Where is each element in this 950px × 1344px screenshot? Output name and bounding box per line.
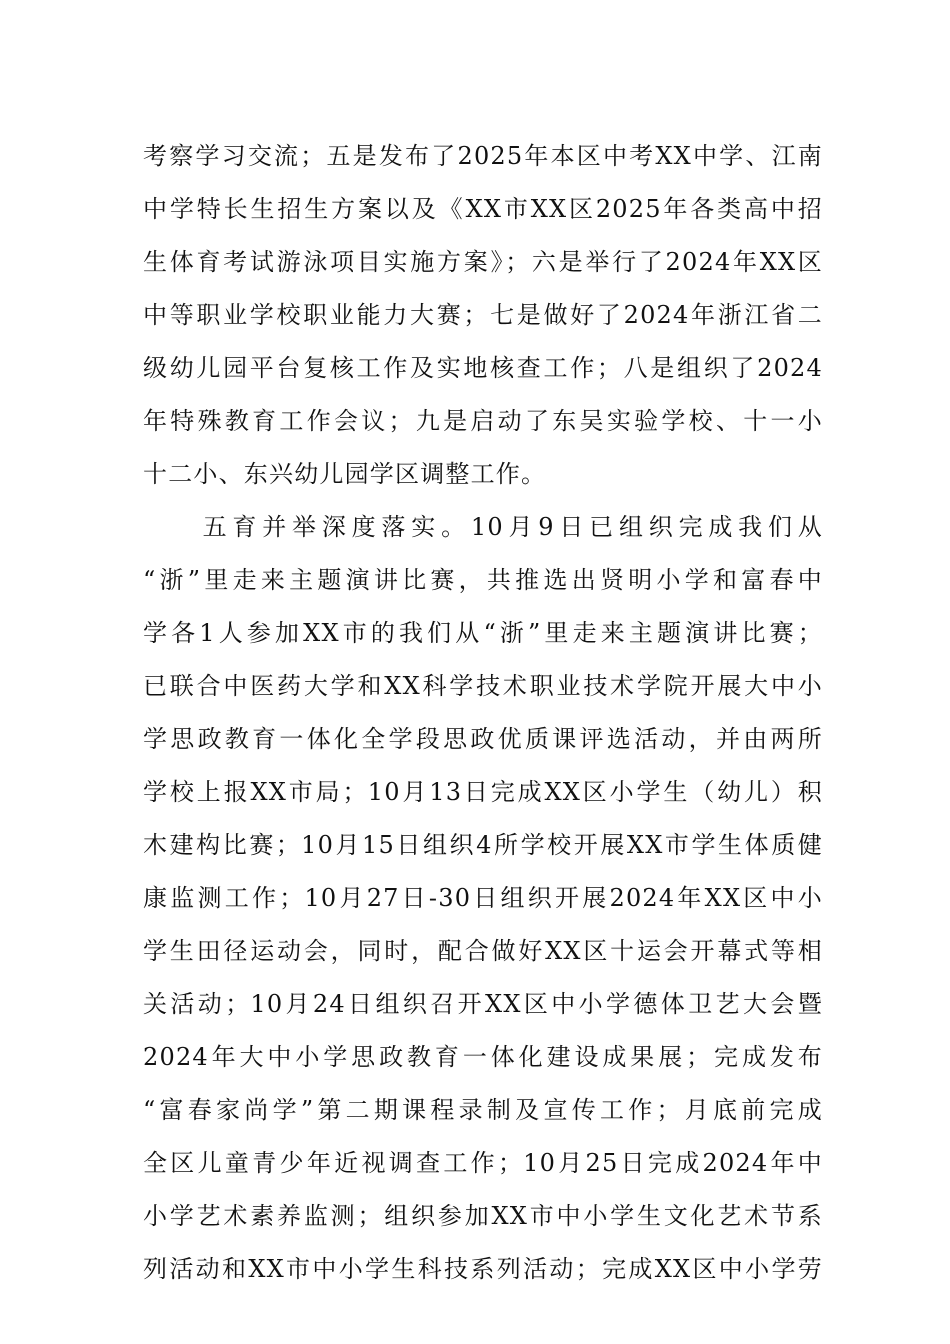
paragraph-2 (143, 501, 823, 1296)
text-line: 2024年大中小学思政教育一体化建设成果展；完成发布 (143, 1043, 823, 1071)
text-line: 学各1人参加XX市的我们从“浙”里走来主题演讲比赛； (143, 619, 823, 647)
text-line: 列活动和XX市中小学生科技系列活动；完成XX区中小学劳 (143, 1255, 823, 1283)
text-line: 级幼儿园平台复核工作及实地核查工作；八是组织了2024 (143, 354, 823, 382)
text-line: 关活动；10月24日组织召开XX区中小学德体卫艺大会暨 (143, 990, 823, 1018)
text-line: 考察学习交流；五是发布了2025年本区中考XX中学、江南 (143, 142, 823, 170)
text-line: 康监测工作；10月27日-30日组织开展2024年XX区中小 (143, 884, 823, 912)
text-line: “浙”里走来主题演讲比赛，共推选出贤明小学和富春中 (143, 566, 823, 594)
text-line: 学生田径运动会，同时，配合做好XX区十运会开幕式等相 (143, 937, 823, 965)
text-line: 十二小、东兴幼儿园学区调整工作。 (143, 460, 547, 488)
text-line: 学思政教育一体化全学段思政优质课评选活动，并由两所 (143, 725, 823, 753)
text-line: 中学特长生招生方案以及《XX市XX区2025年各类高中招 (143, 195, 823, 223)
text-line: 已联合中医药大学和XX科学技术职业技术学院开展大中小 (143, 672, 823, 700)
paragraph-1 (143, 130, 823, 501)
text-line: 全区儿童青少年近视调查工作；10月25日完成2024年中 (143, 1149, 823, 1177)
text-line: “富春家尚学”第二期课程录制及宣传工作；月底前完成 (143, 1096, 823, 1124)
text-line: 年特殊教育工作会议；九是启动了东吴实验学校、十一小 (143, 407, 823, 435)
text-line: 木建构比赛；10月15日组织4所学校开展XX市学生体质健 (143, 831, 823, 859)
text-line: 中等职业学校职业能力大赛；七是做好了2024年浙江省二 (143, 301, 823, 329)
text-line: 五育并举深度落实。10月9日已组织完成我们从 (143, 513, 823, 541)
body-text (143, 130, 823, 1296)
text-line: 学校上报XX市局；10月13日完成XX区小学生（幼儿）积 (143, 778, 823, 806)
text-line: 生体育考试游泳项目实施方案》；六是举行了2024年XX区 (143, 248, 823, 276)
text-line: 小学艺术素养监测；组织参加XX市中小学生文化艺术节系 (143, 1202, 823, 1230)
